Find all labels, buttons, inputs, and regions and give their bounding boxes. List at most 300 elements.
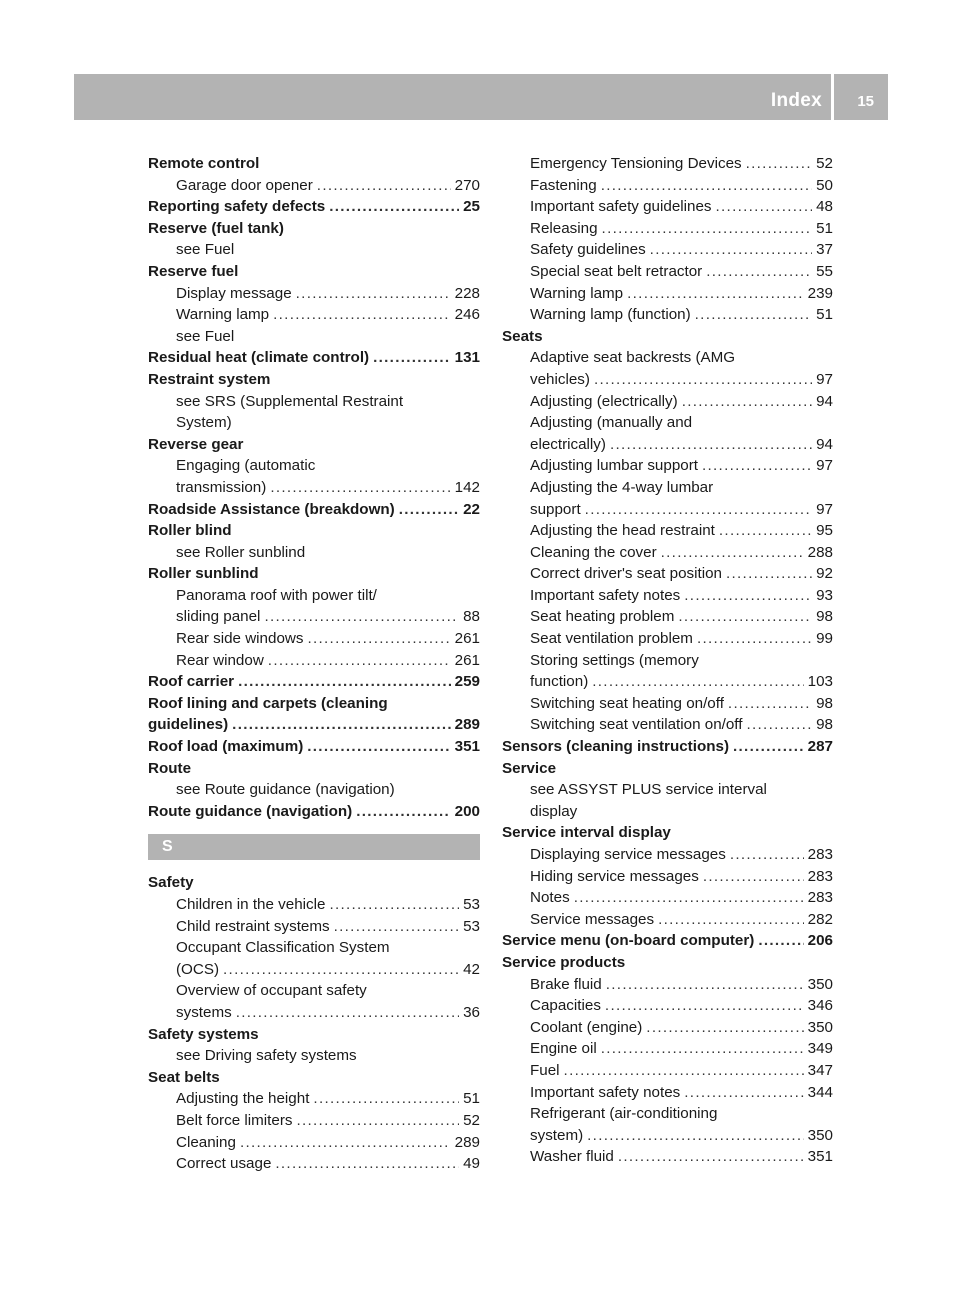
page-reference[interactable]: 98: [816, 608, 833, 626]
index-subentry: [502, 974, 833, 996]
index-subentry: [148, 606, 480, 628]
index-entry: [148, 1024, 480, 1046]
page-reference[interactable]: 200: [454, 802, 480, 820]
entry-text: Switching seat ventilation on/off: [530, 716, 743, 734]
entry-text: Rear window: [176, 651, 264, 669]
page-reference[interactable]: 346: [807, 997, 833, 1015]
entry-text: Service products: [502, 953, 626, 971]
entry-text: Occupant Classification System: [176, 939, 390, 957]
entry-text: Warning lamp: [530, 284, 624, 302]
page-reference[interactable]: 103: [807, 673, 833, 691]
index-entry: [148, 671, 480, 693]
dot-leader: [695, 304, 812, 326]
entry-text: Safety guidelines: [530, 241, 646, 259]
entry-text: Engine oil: [530, 1040, 597, 1058]
index-entry: [148, 499, 480, 521]
index-entry: [148, 153, 480, 175]
dot-leader: [564, 1060, 804, 1082]
entry-text: Special seat belt retractor: [530, 262, 703, 280]
dot-leader: [728, 693, 812, 715]
entry-text: Fastening: [530, 176, 597, 194]
page-reference[interactable]: 97: [816, 500, 833, 518]
page-reference[interactable]: 142: [454, 478, 480, 496]
entry-text: Panorama roof with power tilt/: [176, 586, 377, 604]
page-reference[interactable]: 99: [816, 630, 833, 648]
dot-leader: [296, 1110, 459, 1132]
index-entry: [148, 563, 480, 585]
index-subentry: [502, 801, 833, 823]
dot-leader: [307, 628, 450, 650]
dot-leader: [236, 1002, 459, 1024]
entry-text: Seat belts: [148, 1068, 220, 1086]
index-subentry: [502, 153, 833, 175]
dot-leader: [730, 844, 804, 866]
entry-text: transmission): [176, 478, 267, 496]
index-column-right: [502, 153, 833, 1168]
index-subentry: [502, 412, 833, 434]
entry-text: Safety: [148, 874, 194, 892]
entry-text: Roof carrier: [148, 673, 235, 691]
dot-leader: [716, 196, 813, 218]
page-reference[interactable]: 97: [816, 370, 833, 388]
entry-text: Roller sunblind: [148, 565, 259, 583]
page-reference[interactable]: 53: [463, 896, 480, 913]
index-subentry: [148, 1110, 480, 1132]
dot-leader: [646, 1017, 803, 1039]
index-entry: [148, 872, 480, 894]
entry-text: vehicles): [530, 370, 590, 388]
page-reference[interactable]: 94: [816, 392, 833, 410]
dot-leader: [238, 671, 451, 693]
entry-text: Reverse gear: [148, 435, 244, 453]
index-subentry: [502, 218, 833, 240]
index-subentry: [148, 585, 480, 607]
index-subentry: [148, 650, 480, 672]
index-subentry: [148, 779, 480, 801]
dot-leader: [726, 563, 812, 585]
dot-leader: [650, 239, 812, 261]
page-reference[interactable]: 351: [807, 1148, 833, 1166]
entry-text: sliding panel: [176, 608, 261, 626]
index-entry: [148, 347, 480, 369]
dot-leader: [746, 714, 812, 736]
entry-text: see Route guidance (navigation): [176, 781, 395, 799]
index-entry: [148, 736, 480, 758]
index-entry: [502, 822, 833, 844]
index-subentry: [502, 1146, 833, 1168]
index-entry: [148, 261, 480, 283]
index-subentry: [502, 369, 833, 391]
index-entry: [502, 952, 833, 974]
entry-text: Rear side windows: [176, 630, 304, 648]
page-reference[interactable]: 55: [816, 262, 833, 280]
entry-text: electrically): [530, 435, 606, 453]
index-subentry: [148, 1132, 480, 1154]
entry-text: Service: [502, 759, 557, 777]
dot-leader: [746, 153, 812, 175]
page-reference[interactable]: 52: [463, 1111, 480, 1129]
page-reference[interactable]: 50: [816, 176, 833, 194]
dot-leader: [733, 736, 804, 758]
entry-text: Reserve (fuel tank): [148, 219, 284, 237]
entry-text: Refrigerant (air-conditioning: [530, 1105, 718, 1123]
dot-leader: [373, 347, 451, 369]
entry-text: Releasing: [530, 219, 598, 237]
entry-text: Coolant (engine): [530, 1018, 643, 1036]
page-number: 15: [857, 93, 874, 110]
page-reference[interactable]: 349: [807, 1040, 833, 1058]
index-entry: [148, 196, 480, 218]
dot-leader: [697, 628, 812, 650]
entry-text: System): [176, 414, 232, 432]
entry-text: Belt force limiters: [176, 1111, 293, 1129]
dot-leader: [601, 175, 812, 197]
page-reference[interactable]: 239: [807, 284, 833, 302]
entry-text: Adjusting the height: [176, 1090, 310, 1108]
dot-leader: [678, 606, 812, 628]
entry-text: Seats: [502, 327, 543, 345]
entry-text: Adjusting (electrically): [530, 392, 678, 410]
entry-text: Route: [148, 759, 192, 777]
entry-text: Correct usage: [176, 1155, 272, 1173]
index-subentry: [502, 391, 833, 413]
index-subentry: [148, 959, 480, 981]
index-subentry: [502, 693, 833, 715]
entry-text: Washer fluid: [530, 1148, 614, 1166]
dot-leader: [275, 1153, 459, 1175]
entry-text: support: [530, 500, 581, 518]
entry-text: function): [530, 673, 589, 691]
entry-text: Cleaning the cover: [530, 543, 657, 561]
index-entry: [502, 326, 833, 348]
page-reference[interactable]: 25: [463, 198, 480, 216]
index-subentry: [502, 1017, 833, 1039]
index-subentry: [148, 326, 480, 348]
entry-text: system): [530, 1126, 584, 1144]
page-reference[interactable]: 350: [807, 1126, 833, 1144]
index-entry: [148, 434, 480, 456]
index-subentry: [502, 1038, 833, 1060]
entry-text: see Roller sunblind: [176, 543, 306, 561]
entry-text: Children in the vehicle: [176, 896, 326, 913]
dot-leader: [587, 1125, 804, 1147]
section-header: S: [148, 834, 480, 860]
index-subentry: [502, 628, 833, 650]
entry-text: systems: [176, 1003, 232, 1021]
page-reference[interactable]: 51: [816, 219, 833, 237]
index-subentry: [502, 563, 833, 585]
index-subentry: [148, 283, 480, 305]
dot-leader: [702, 455, 812, 477]
dot-leader: [273, 304, 451, 326]
entry-text: Sensors (cleaning instructions): [502, 738, 730, 756]
entry-text: Important safety notes: [530, 586, 681, 604]
entry-text: Correct driver's seat position: [530, 565, 722, 583]
index-subentry: [148, 1153, 480, 1175]
dot-leader: [317, 175, 451, 197]
entry-text: Seat heating problem: [530, 608, 675, 626]
dot-leader: [594, 369, 812, 391]
index-subentry: [502, 650, 833, 672]
dot-leader: [684, 1082, 803, 1104]
dot-leader: [313, 1088, 459, 1110]
dot-leader: [706, 261, 812, 283]
entry-text: guidelines): [148, 716, 229, 734]
index-subentry: [502, 1082, 833, 1104]
index-subentry: [148, 175, 480, 197]
dot-leader: [585, 499, 812, 521]
index-subentry: [148, 1002, 480, 1024]
index-subentry: [502, 1060, 833, 1082]
entry-text: Safety systems: [148, 1025, 259, 1043]
dot-leader: [356, 801, 450, 823]
index-subentry: [502, 261, 833, 283]
page-reference[interactable]: 51: [816, 306, 833, 324]
dot-leader: [703, 866, 804, 888]
index-subentry: [148, 894, 480, 916]
dot-leader: [329, 196, 459, 218]
page-reference[interactable]: 351: [454, 738, 480, 756]
entry-text: Overview of occupant safety: [176, 982, 367, 1000]
page-reference[interactable]: 246: [454, 306, 480, 324]
page-reference[interactable]: 37: [816, 241, 833, 259]
page-reference[interactable]: 347: [807, 1061, 833, 1079]
index-subentry: [502, 239, 833, 261]
index-subentry: [502, 887, 833, 909]
page-reference[interactable]: 228: [454, 284, 480, 302]
dot-leader: [574, 887, 804, 909]
page-reference[interactable]: 282: [807, 910, 833, 928]
index-entry: [502, 736, 833, 758]
page-reference[interactable]: 350: [807, 975, 833, 993]
index-entry: [148, 758, 480, 780]
page-reference[interactable]: 288: [807, 543, 833, 561]
page-reference[interactable]: 53: [463, 917, 480, 935]
dot-leader: [329, 894, 459, 916]
entry-text: Warning lamp: [176, 306, 270, 324]
dot-leader: [240, 1132, 451, 1154]
header-divider: [831, 74, 834, 120]
entry-text: Important safety guidelines: [530, 198, 712, 216]
entry-text: Seat ventilation problem: [530, 630, 693, 648]
page-reference[interactable]: 49: [463, 1155, 480, 1173]
index-subentry: [502, 714, 833, 736]
page-reference[interactable]: 94: [816, 435, 833, 453]
page-reference[interactable]: 88: [463, 608, 480, 626]
dot-leader: [399, 499, 459, 521]
index-subentry: [148, 1045, 480, 1067]
dot-leader: [264, 606, 459, 628]
entry-text: see Fuel: [176, 327, 235, 345]
page-reference[interactable]: 92: [816, 565, 833, 583]
entry-text: Route guidance (navigation): [148, 802, 353, 820]
page-reference[interactable]: 97: [816, 457, 833, 475]
index-subentry: [502, 995, 833, 1017]
entry-text: Display message: [176, 284, 292, 302]
index-entry: [148, 801, 480, 823]
index-subentry: [148, 239, 480, 261]
index-subentry: [502, 671, 833, 693]
page-reference[interactable]: 283: [807, 867, 833, 885]
entry-text: Residual heat (climate control): [148, 349, 370, 367]
page-reference[interactable]: 36: [463, 1003, 480, 1021]
page-reference[interactable]: 98: [816, 694, 833, 712]
entry-text: Roadside Assistance (breakdown): [148, 500, 395, 518]
entry-text: Service messages: [530, 910, 655, 928]
index-subentry: [502, 347, 833, 369]
index-subentry: [148, 980, 480, 1002]
entry-text: Restraint system: [148, 370, 271, 388]
page-reference[interactable]: 52: [816, 155, 833, 172]
dot-leader: [606, 974, 804, 996]
index-subentry: [148, 304, 480, 326]
entry-text: Important safety notes: [530, 1083, 681, 1101]
index-subentry: [148, 455, 480, 477]
entry-text: Adjusting the 4-way lumbar: [530, 478, 714, 496]
index-subentry: [502, 606, 833, 628]
entry-text: Remote control: [148, 155, 260, 172]
dot-leader: [334, 916, 459, 938]
index-subentry: [148, 628, 480, 650]
page-reference[interactable]: 261: [454, 651, 480, 669]
page-header: [74, 74, 888, 120]
index-subentry: [502, 844, 833, 866]
page-reference[interactable]: 98: [816, 716, 833, 734]
entry-text: Reserve fuel: [148, 262, 239, 280]
index-subentry: [502, 779, 833, 801]
index-subentry: [148, 412, 480, 434]
dot-leader: [618, 1146, 804, 1168]
index-subentry: [502, 477, 833, 499]
index-entry: [148, 218, 480, 240]
entry-text: Reporting safety defects: [148, 198, 326, 216]
entry-text: Notes: [530, 889, 570, 907]
entry-text: see ASSYST PLUS service interval: [530, 781, 767, 799]
page-reference[interactable]: 206: [807, 932, 833, 950]
entry-text: Garage door opener: [176, 176, 313, 194]
index-subentry: [148, 937, 480, 959]
entry-text: Service interval display: [502, 824, 671, 842]
page-reference[interactable]: 93: [816, 586, 833, 604]
index-subentry: [502, 455, 833, 477]
dot-leader: [758, 930, 803, 952]
page-reference[interactable]: 344: [807, 1083, 833, 1101]
dot-leader: [602, 218, 813, 240]
entry-text: see Fuel: [176, 241, 235, 259]
dot-leader: [232, 714, 450, 736]
index-subentry: [502, 866, 833, 888]
page-reference[interactable]: 289: [454, 1133, 480, 1151]
entry-text: Displaying service messages: [530, 846, 726, 863]
index-subentry: [148, 916, 480, 938]
page-reference[interactable]: 131: [454, 349, 480, 367]
entry-text: Capacities: [530, 997, 601, 1015]
dot-leader: [682, 391, 812, 413]
page-title: Index: [770, 90, 822, 111]
entry-text: Hiding service messages: [530, 867, 699, 885]
page-reference[interactable]: 261: [454, 630, 480, 648]
dot-leader: [268, 650, 451, 672]
entry-text: Fuel: [530, 1061, 560, 1079]
index-subentry: [502, 434, 833, 456]
entry-text: Emergency Tensioning Devices: [530, 155, 742, 172]
page-reference[interactable]: 270: [454, 176, 480, 194]
page-reference[interactable]: 22: [463, 500, 480, 518]
dot-leader: [610, 434, 812, 456]
index-subentry: [502, 585, 833, 607]
index-subentry: [502, 304, 833, 326]
entry-text: Brake fluid: [530, 975, 602, 993]
entry-text: Adaptive seat backrests (AMG: [530, 349, 736, 367]
index-entry: [148, 693, 480, 715]
index-subentry: [502, 1125, 833, 1147]
index-subentry: [502, 499, 833, 521]
dot-leader: [307, 736, 450, 758]
page-reference[interactable]: 283: [807, 846, 833, 863]
dot-leader: [223, 959, 459, 981]
index-entry: [148, 1067, 480, 1089]
index-subentry: [502, 196, 833, 218]
page-reference[interactable]: 259: [454, 673, 480, 691]
index-entry: [148, 714, 480, 736]
entry-text: Adjusting lumbar support: [530, 457, 698, 475]
index-subentry: [502, 520, 833, 542]
dot-leader: [601, 1038, 804, 1060]
index-subentry: [502, 283, 833, 305]
entry-text: see SRS (Supplemental Restraint: [176, 392, 404, 410]
index-subentry: [502, 909, 833, 931]
entry-text: Roof lining and carpets (cleaning: [148, 694, 388, 712]
index-subentry: [502, 175, 833, 197]
page-reference[interactable]: 48: [816, 198, 833, 216]
index-subentry: [502, 542, 833, 564]
page-reference[interactable]: 283: [807, 889, 833, 907]
index-entry: [148, 520, 480, 542]
entry-text: Storing settings (memory: [530, 651, 699, 669]
entry-text: Service menu (on-board computer): [502, 932, 755, 950]
dot-leader: [658, 909, 804, 931]
page-reference[interactable]: 287: [807, 738, 833, 756]
entry-text: Adjusting the head restraint: [530, 522, 715, 540]
dot-leader: [684, 585, 812, 607]
dot-leader: [296, 283, 451, 305]
entry-text: Child restraint systems: [176, 917, 330, 935]
entry-text: Switching seat heating on/off: [530, 694, 724, 712]
index-column-left: [148, 153, 480, 1175]
index-entry: [502, 930, 833, 952]
index-subentry: [148, 1088, 480, 1110]
dot-leader: [592, 671, 803, 693]
entry-text: display: [530, 802, 578, 820]
index-entry: [148, 369, 480, 391]
dot-leader: [605, 995, 804, 1017]
entry-text: Engaging (automatic: [176, 457, 316, 475]
dot-leader: [270, 477, 450, 499]
page-reference[interactable]: 350: [807, 1018, 833, 1036]
page-reference[interactable]: 42: [463, 960, 480, 978]
page-reference[interactable]: 289: [454, 716, 480, 734]
page-reference[interactable]: 95: [816, 522, 833, 540]
index-subentry: [148, 391, 480, 413]
dot-leader: [719, 520, 812, 542]
index-entry: [502, 758, 833, 780]
entry-text: see Driving safety systems: [176, 1047, 357, 1065]
entry-text: Warning lamp (function): [530, 306, 691, 324]
page-reference[interactable]: 51: [463, 1090, 480, 1108]
entry-text: Adjusting (manually and: [530, 414, 693, 432]
entry-text: Roller blind: [148, 522, 232, 540]
entry-text: Roof load (maximum): [148, 738, 304, 756]
